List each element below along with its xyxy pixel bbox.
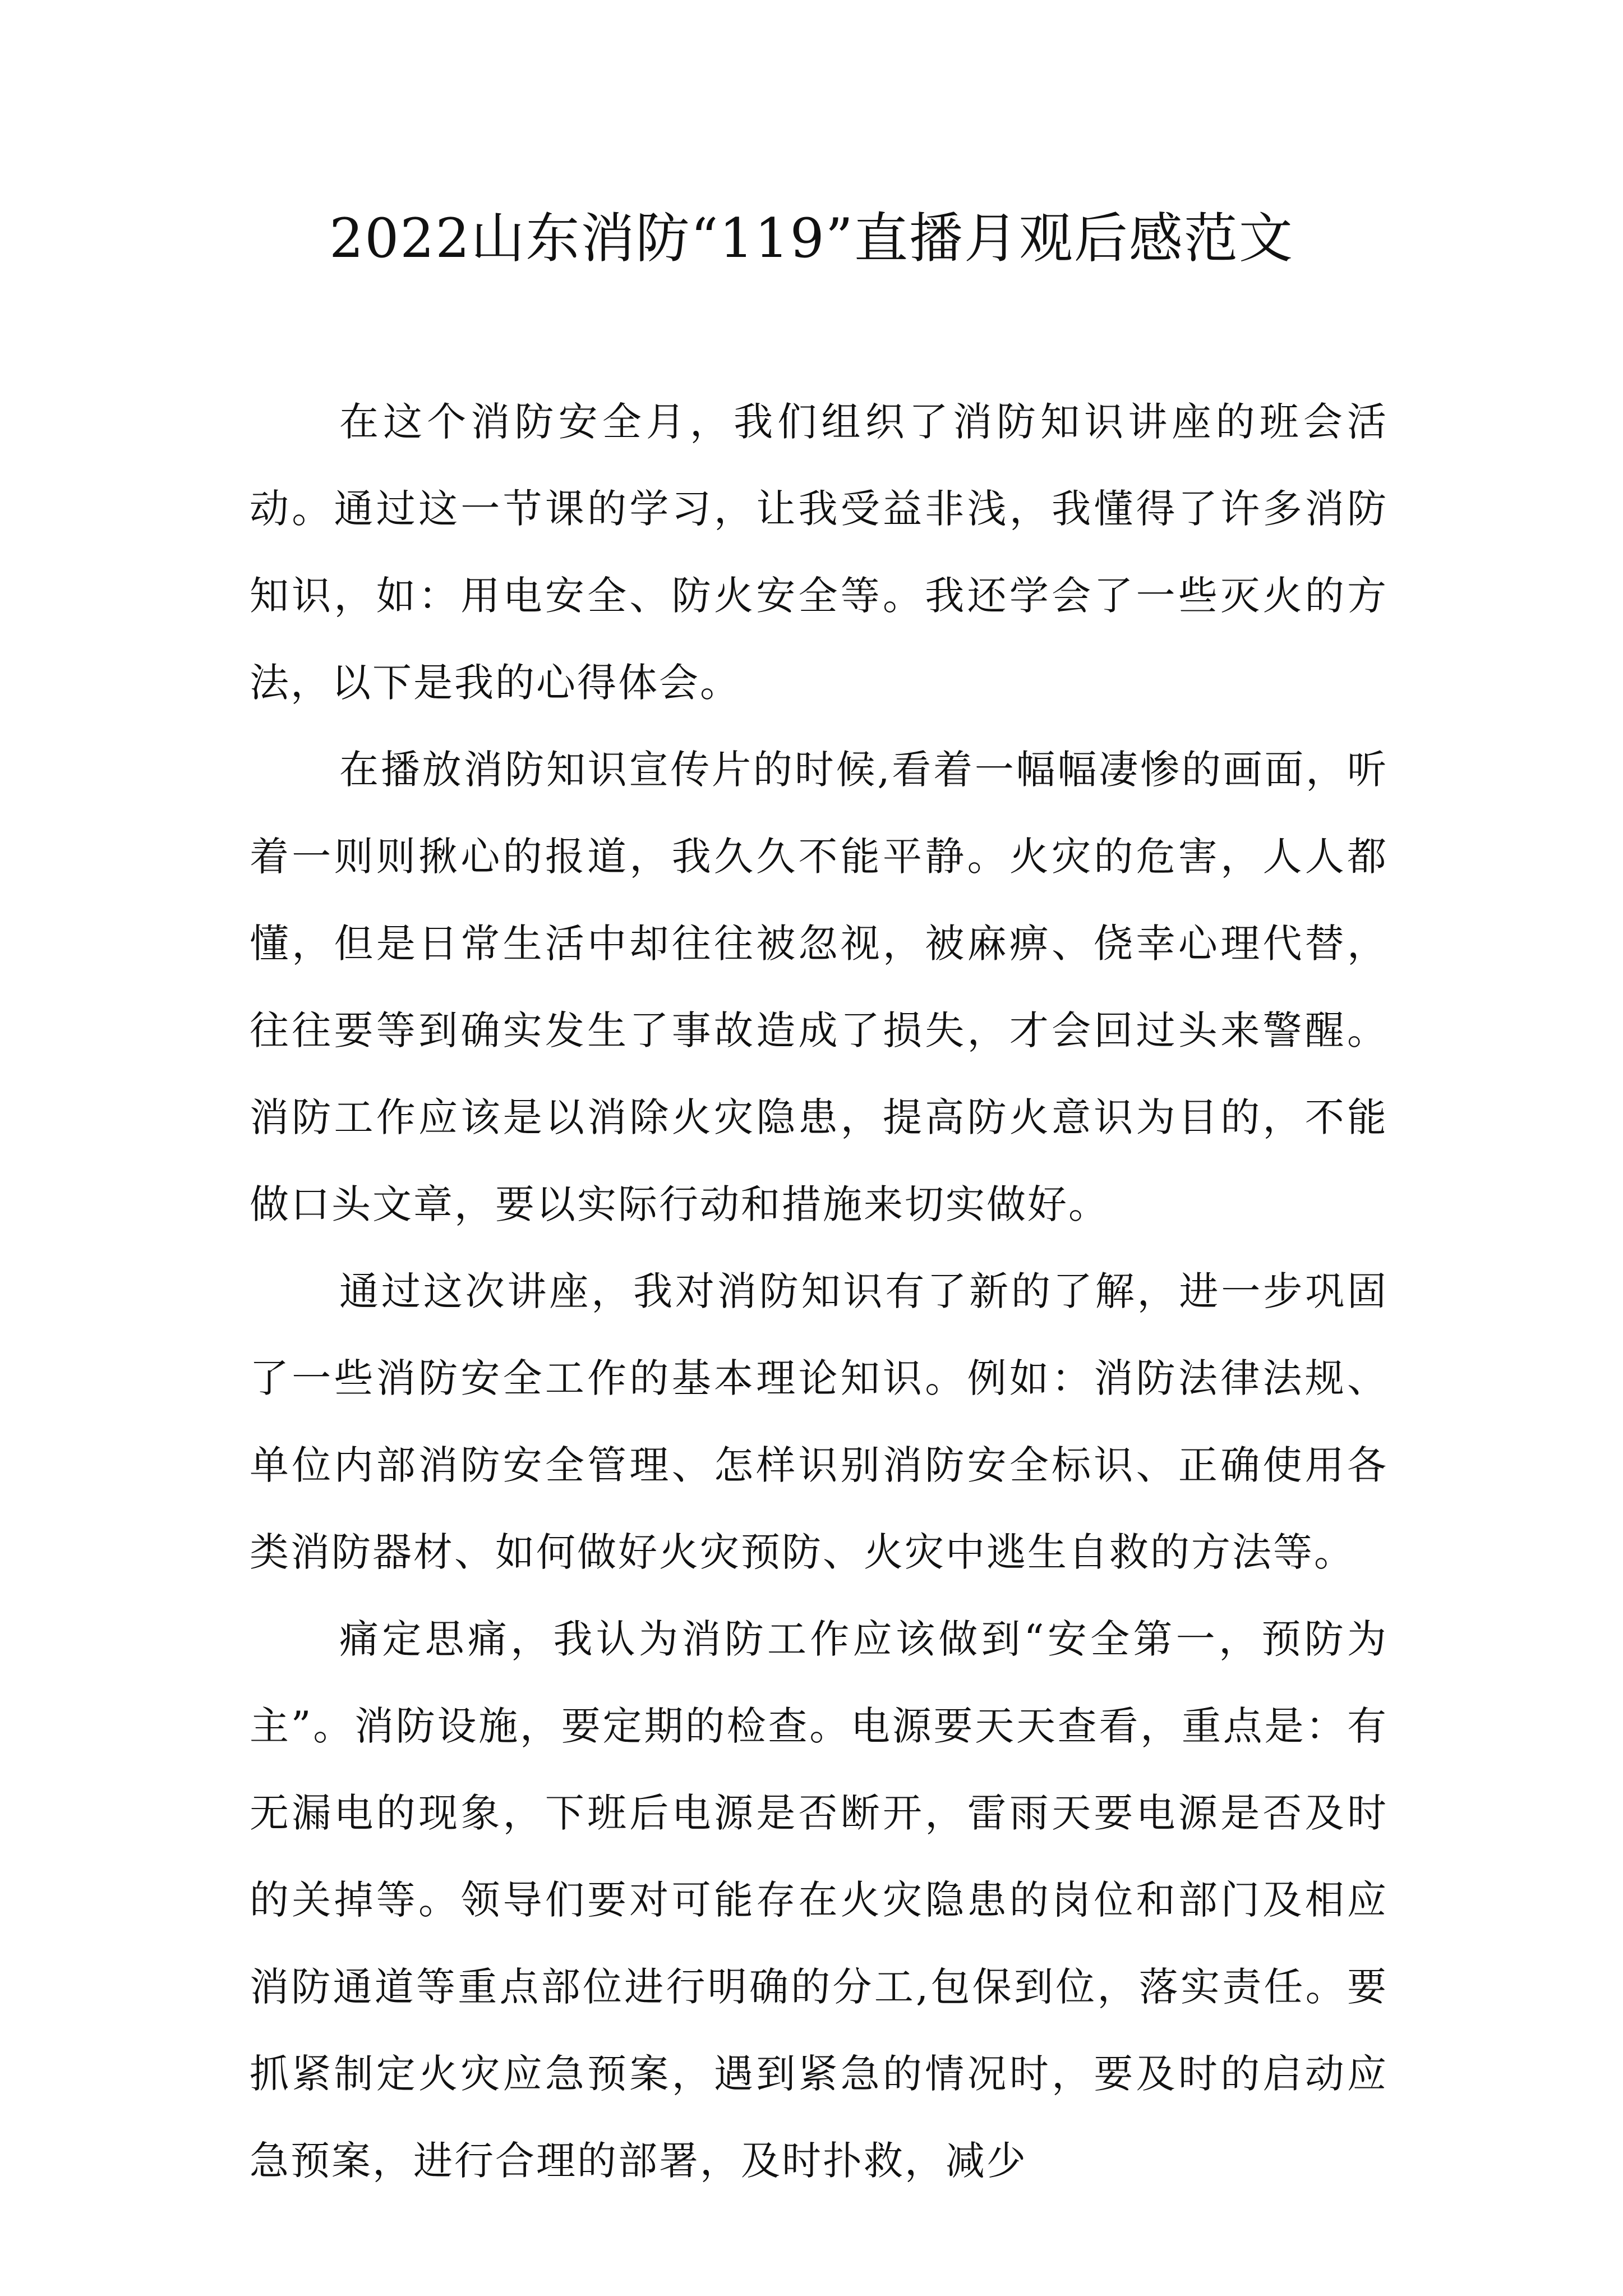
paragraph: 通过这次讲座，我对消防知识有了新的了解，进一步巩固了一些消防安全工作的基本理论知识。例如：消防法律法规、单位内部消防安全管理、怎样识别消防安全标识、正确使用各类消防器材、如何做好火灾预防、火灾中逃生自救的方法等。 bbox=[250, 1268, 1388, 1575]
document-title: 2022山东消防“119”直播月观后感范文 bbox=[329, 207, 1294, 270]
document-body bbox=[250, 379, 1388, 2205]
paragraph: 在这个消防安全月，我们组织了消防知识讲座的班会活动。通过这一节课的学习，让我受益非浅，我懂得了许多消防知识，如：用电安全、防火安全等。我还学会了一些灭火的方法，以下是我的心得体会。 bbox=[250, 399, 1388, 706]
paragraph: 痛定思痛，我认为消防工作应该做到“安全第一，预防为主”。消防设施，要定期的检查。电源要天天查看，重点是：有无漏电的现象，下班后电源是否断开，雷雨天要电源是否及时的关掉等。领导们要对可能存在火灾隐患的岗位和部门及相应消防通道等重点部位进行明确的分工,包保到位，落实责任。要抓紧制定火灾应急预案，遇到紧急的情况时，要及时的启动应急预案，进行合理的部署，及时扑救，减少 bbox=[250, 1616, 1388, 2184]
paragraph: 在播放消防知识宣传片的时候,看着一幅幅凄惨的画面，听着一则则揪心的报道，我久久不能平静。火灾的危害，人人都懂，但是日常生活中却往往被忽视，被麻痹、侥幸心理代替，往往要等到确实发生了事故造成了损失，才会回过头来警醒。消防工作应该是以消除火灾隐患，提高防火意识为目的，不能做口头文章，要以实际行动和措施来切实做好。 bbox=[250, 747, 1388, 1227]
